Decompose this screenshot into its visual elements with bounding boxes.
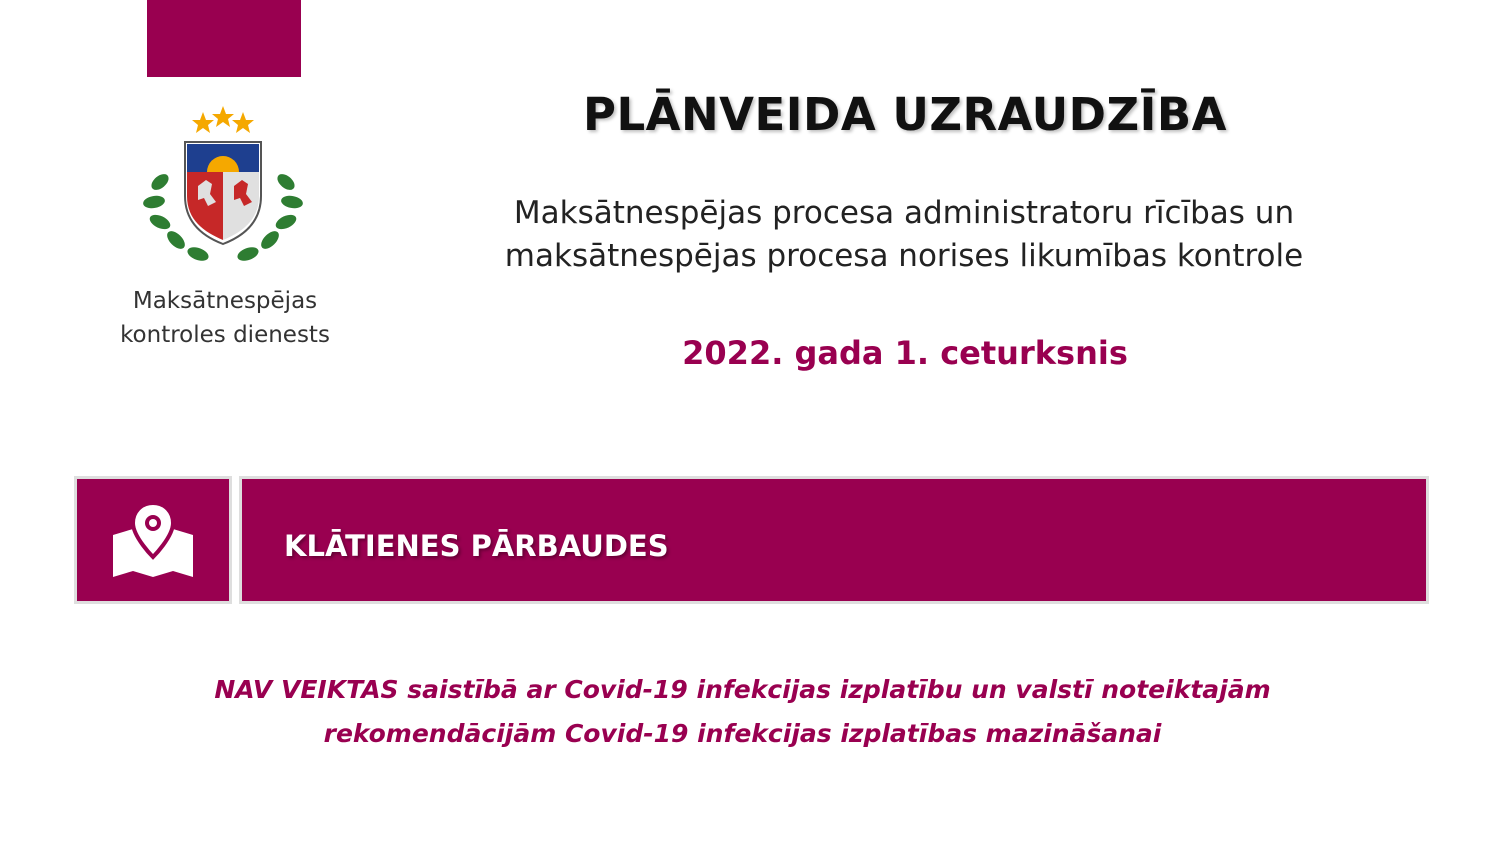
coat-of-arms-logo [140,104,306,270]
section-header-bar [239,476,1429,604]
map-pin-icon [111,501,195,581]
status-note-line-1: NAV VEIKTAS saistībā ar Covid-19 infekcijas izplatību un valstī noteiktajām [214,675,1271,704]
reporting-period: 2022. gada 1. ceturksnis [682,334,1128,372]
accent-bar [147,0,301,77]
section-title: KLĀTIENES PĀRBAUDES [284,529,669,563]
page-title: PLĀNVEIDA UZRAUDZĪBA [583,88,1227,141]
section-icon-box [74,476,232,604]
subtitle-line-1: Maksātnespējas procesa administratoru rīcības un [513,195,1295,231]
subtitle-line-2: maksātnespējas procesa norises likumības kontrole [504,238,1304,274]
organization-name [90,284,360,352]
status-note-line-2: rekomendācijām Covid-19 infekcijas izplatības mazināšanai [323,719,1162,748]
organization-name-line-1: Maksātnespējas [132,288,318,314]
organization-name-line-2: kontroles dienests [120,322,330,348]
status-note [120,668,1365,756]
page-subtitle [420,192,1388,278]
